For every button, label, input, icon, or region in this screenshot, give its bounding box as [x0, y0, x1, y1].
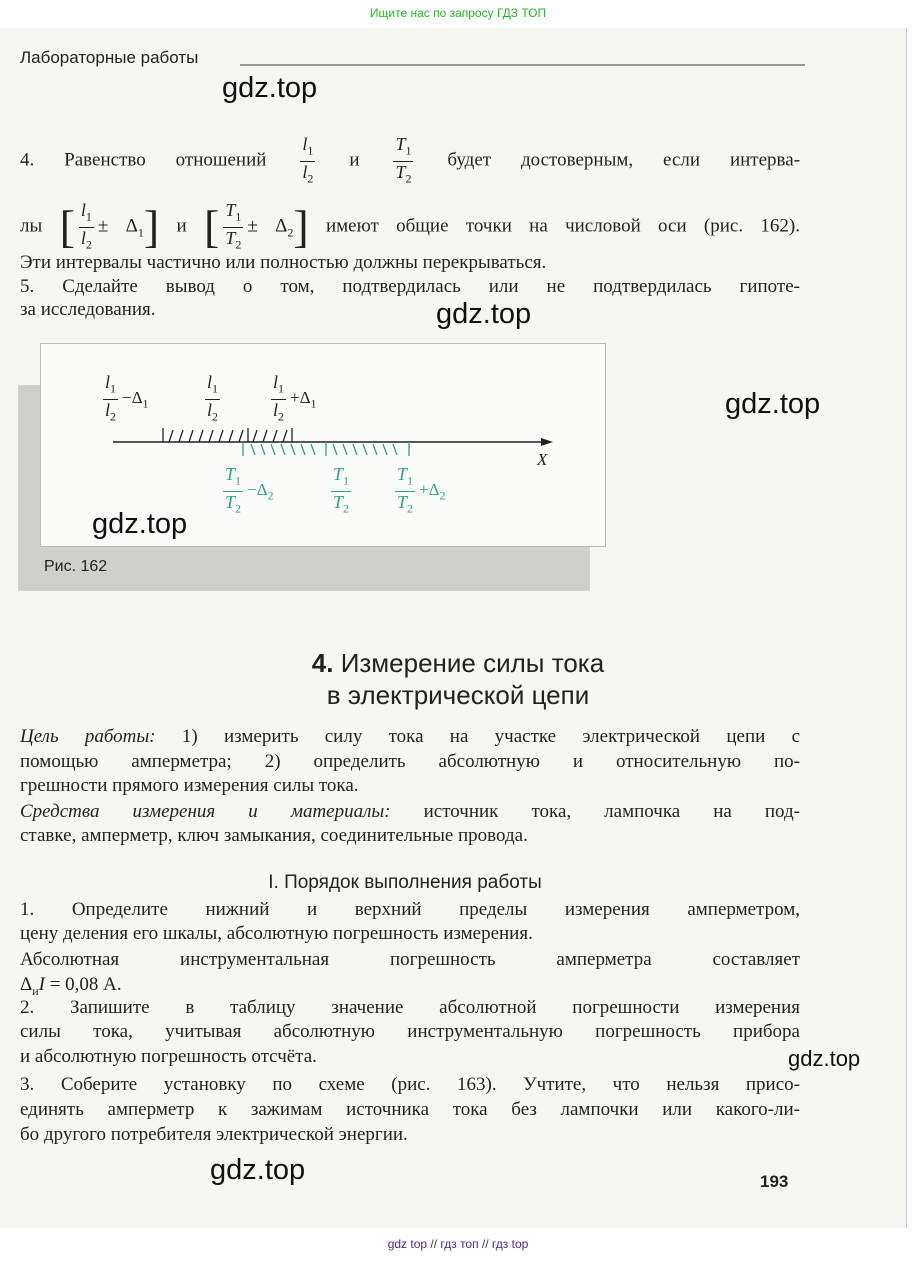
figure-caption: Рис. 162 — [44, 558, 108, 575]
label-l-minus-delta: $\frac{l_1}{l_2}$ $-\Delta_1$ — [105, 372, 149, 424]
T: T — [225, 227, 236, 248]
text: будет достоверным, если интерва- — [447, 149, 801, 171]
label-T-plus-delta: $\frac{T_1}{T_2}$ $+\Delta_2$ — [397, 464, 446, 516]
axis-arrow — [541, 438, 553, 446]
T: T — [225, 200, 236, 220]
pm-delta: ± Δ — [247, 215, 288, 237]
step-line: бо другого потребителя электрической энергии. — [20, 1124, 408, 1145]
text: имеют общие точки на числовой оси (рис. 162). — [325, 215, 800, 237]
watermark: gdz.top — [725, 388, 821, 420]
p4-line1 — [20, 134, 800, 188]
sub: 2 — [307, 171, 314, 186]
T: T — [395, 134, 406, 154]
T: T — [395, 161, 406, 182]
lab-number: 4. — [311, 648, 334, 678]
running-head-rule — [240, 64, 805, 66]
step-line: 1. Определите нижний и верхний пределы измерения амперметром, — [20, 899, 800, 920]
title-line: Измерение силы тока — [340, 648, 605, 678]
p5-line1: 5. Сделайте вывод о том, подтвердилась или не подтвердилась гипоте- — [20, 276, 800, 297]
fraction-l1-l2 — [300, 134, 315, 188]
text: 4. Равенство отношений — [20, 149, 267, 171]
watermark: gdz.top — [788, 1046, 861, 1071]
step-line: силы тока, учитывая абсолютную инструментальную погрешность прибора — [20, 1021, 800, 1042]
step-line: единять амперметр к зажимам источника тока без лампочки или какого-ли- — [20, 1099, 800, 1120]
sub: 2 — [405, 171, 412, 186]
label-l-ratio: $\frac{l_1}{l_2}$ — [207, 372, 219, 424]
lab-title — [0, 648, 916, 679]
step-line: Абсолютная инструментальная погрешность амперметра составляет — [20, 949, 800, 970]
tools-line1 — [20, 801, 800, 823]
l: l — [302, 161, 308, 182]
watermark: gdz.top — [92, 508, 188, 540]
p5-line2: за исследования. — [20, 299, 156, 320]
lab-title-line2: в электрической цепи — [326, 680, 590, 710]
step-line: 2. Запишите в таблицу значение абсолютной погрешности измерения — [20, 997, 800, 1018]
sub: 1 — [85, 209, 92, 224]
label-l-plus-delta: $\frac{l_1}{l_2}$ $+\Delta_1$ — [273, 372, 317, 424]
bottom-links[interactable]: gdz top // гдз топ // гдз top — [387, 1237, 529, 1251]
section-title: I. Порядок выполнения работы — [268, 872, 542, 893]
fraction-T1-T2 — [223, 200, 243, 254]
sub: 2 — [85, 237, 92, 252]
pm-delta: ± Δ — [97, 215, 138, 237]
running-head: Лабораторные работы — [20, 48, 199, 67]
goal-line3: грешности прямого измерения силы тока. — [20, 775, 359, 796]
goal-label: Цель работы: — [20, 726, 156, 747]
goal-line1 — [20, 726, 800, 748]
l: l — [80, 227, 86, 248]
watermark: gdz.top — [222, 72, 318, 104]
step-line: цену деления его шкалы, абсолютную погрешность измерения. — [20, 923, 533, 944]
label-T-minus-delta: $\frac{T_1}{T_2}$ $-\Delta_2$ — [225, 464, 274, 516]
sub: 2 — [235, 237, 242, 252]
page-number: 193 — [760, 1172, 789, 1191]
text: 1) измерить силу тока на участке электрической цепи с — [181, 726, 801, 747]
T-interval-hatch — [243, 442, 409, 456]
step-line: и абсолютную погрешность отсчёта. — [20, 1046, 317, 1067]
sub: 2 — [287, 225, 294, 240]
p4-line3: Эти интервалы частично или полностью должны перекрываться. — [20, 252, 547, 273]
goal-line2: помощью амперметра; 2) определить абсолютную и относительную по- — [20, 751, 800, 772]
l: l — [80, 200, 86, 220]
x-axis-label: X — [537, 450, 548, 469]
sub: 1 — [405, 143, 412, 158]
watermark: gdz.top — [210, 1154, 306, 1186]
l-interval-hatch — [163, 428, 292, 442]
l: l — [302, 134, 308, 154]
p4-line2: лы [ $\frac{l_1}{l_2}$ ± $\Delta_1$] и [ $\frac{T_1}{T_2}$ ± $\Delta_2$] имеют общие точки на числовой оси (рис. 162). — [20, 200, 800, 254]
tools-label: Средства измерения и материалы: — [20, 801, 391, 822]
text: источник тока, лампочка на под- — [423, 801, 800, 822]
top-search-banner[interactable]: Ищите нас по запросу ГДЗ ТОП — [369, 6, 547, 20]
step-line: $\Delta_иI = 0,08$ А. — [20, 974, 122, 998]
text: лы — [20, 215, 43, 237]
sub: 1 — [235, 209, 242, 224]
text: и — [349, 149, 360, 171]
fraction-l1-l2 — [79, 200, 94, 254]
text: и — [176, 215, 187, 237]
sub: 1 — [137, 225, 144, 240]
label-T-ratio: $\frac{T_1}{T_2}$ — [333, 464, 350, 516]
fraction-T1-T2 — [393, 134, 413, 188]
watermark: gdz.top — [436, 298, 532, 330]
sub: 1 — [307, 143, 314, 158]
tools-line2: ставке, амперметр, ключ замыкания, соединительные провода. — [20, 825, 528, 846]
step-line: 3. Соберите установку по схеме (рис. 163). Учтите, что нельзя присо- — [20, 1074, 800, 1095]
